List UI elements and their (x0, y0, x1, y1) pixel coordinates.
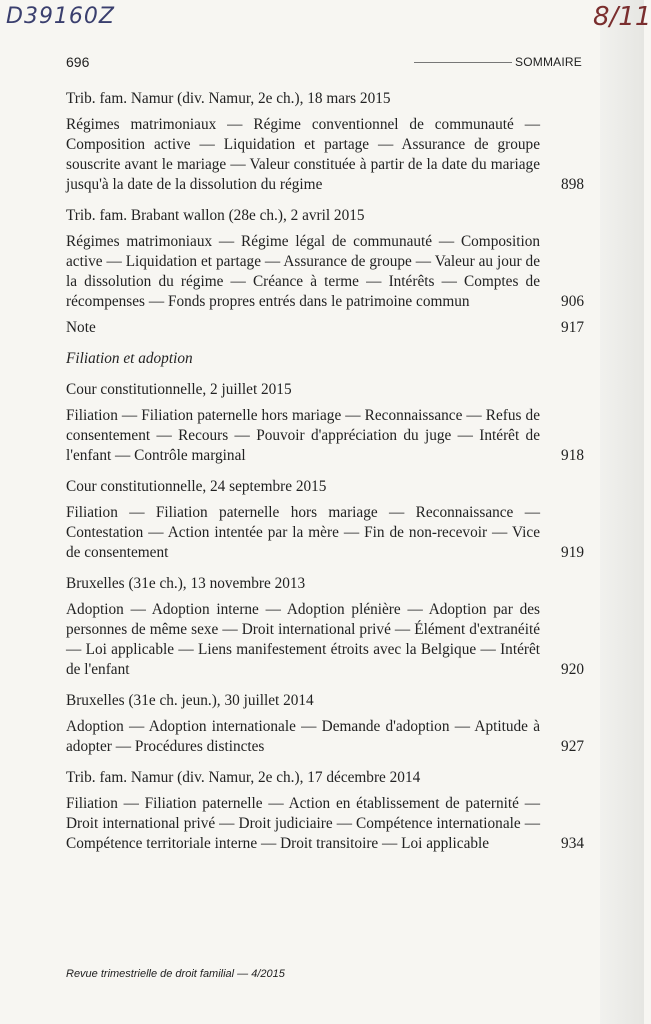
court-heading: Cour constitutionnelle, 2 juillet 2015 (66, 381, 292, 398)
handwritten-archive-number: D39160Z (6, 4, 115, 29)
note-page-ref: 917 (561, 319, 584, 336)
entry-summary: Filiation — Filiation paternelle — Action en établissement de paternité — Droit international privé — Droit judiciaire — Compétence internationale — Compétence territoriale interne — Droit transitoire — Loi applicable (66, 795, 540, 852)
section-heading: Filiation et adoption (66, 350, 193, 367)
entry-summary: Filiation — Filiation paternelle hors mariage — Reconnaissance — Contestation — Action intentée par la mère — Fin de non-recevoir — Vice de consentement (66, 504, 540, 561)
summary-entry (66, 115, 584, 195)
note-label: Note (66, 319, 96, 336)
summary-entry (66, 600, 584, 680)
court-heading: Bruxelles (31e ch. jeun.), 30 juillet 2014 (66, 692, 314, 709)
adjacent-page-bleed (600, 0, 644, 1024)
handwritten-page-mark: 8/11 (593, 2, 651, 32)
note-entry (66, 318, 584, 338)
court-heading: Bruxelles (31e ch.), 13 novembre 2013 (66, 575, 306, 592)
entry-summary: Adoption — Adoption interne — Adoption plénière — Adoption par des personnes de même sexe — Droit international privé — Élément d'extranéité — Loi applicable — Liens manifestement étroits avec la Belgique — Intérêt de l'enfant (66, 601, 540, 678)
entry-page-ref: 906 (561, 293, 584, 310)
entry-page-ref: 927 (561, 738, 584, 755)
running-header (66, 54, 582, 74)
entry-page-ref: 920 (561, 661, 584, 678)
summary-entry (66, 503, 584, 563)
court-heading: Trib. fam. Namur (div. Namur, 2e ch.), 17 décembre 2014 (66, 769, 421, 786)
court-heading: Cour constitutionnelle, 24 septembre 2015 (66, 478, 327, 495)
entry-page-ref: 898 (561, 176, 584, 193)
court-heading: Trib. fam. Namur (div. Namur, 2e ch.), 18 mars 2015 (66, 90, 391, 107)
entry-summary: Régimes matrimoniaux — Régime conventionnel de communauté — Composition active — Liquidation et partage — Assurance de groupe souscrite avant le mariage — Valeur constituée à partir de la date du mariage jusqu'à la date de la dissolution du régime (66, 116, 540, 193)
summary-entry (66, 232, 584, 312)
entry-summary: Régimes matrimoniaux — Régime légal de communauté — Composition active — Liquidation et partage — Assurance de groupe — Valeur au jour de la dissolution du régime — Créance à terme — Intérêts — Comptes de récompenses — Fonds propres entrés dans le patrimoine commun (66, 233, 540, 310)
journal-footer: Revue trimestrielle de droit familial — 4/2015 (66, 968, 285, 980)
summary-entry (66, 794, 584, 854)
header-rule (414, 62, 512, 63)
header-title: SOMMAIRE (515, 55, 582, 69)
court-heading: Trib. fam. Brabant wallon (28e ch.), 2 avril 2015 (66, 207, 365, 224)
page-number: 696 (66, 54, 90, 70)
entry-page-ref: 918 (561, 447, 584, 464)
summary-content (66, 89, 584, 854)
entry-page-ref: 934 (561, 835, 584, 852)
entry-page-ref: 919 (561, 544, 584, 561)
summary-entry (66, 406, 584, 466)
summary-entry (66, 717, 584, 757)
entry-summary: Adoption — Adoption internationale — Demande d'adoption — Aptitude à adopter — Procédures distinctes (66, 718, 540, 755)
entry-summary: Filiation — Filiation paternelle hors mariage — Reconnaissance — Refus de consentement — Recours — Pouvoir d'appréciation du juge — Intérêt de l'enfant — Contrôle marginal (66, 407, 540, 464)
